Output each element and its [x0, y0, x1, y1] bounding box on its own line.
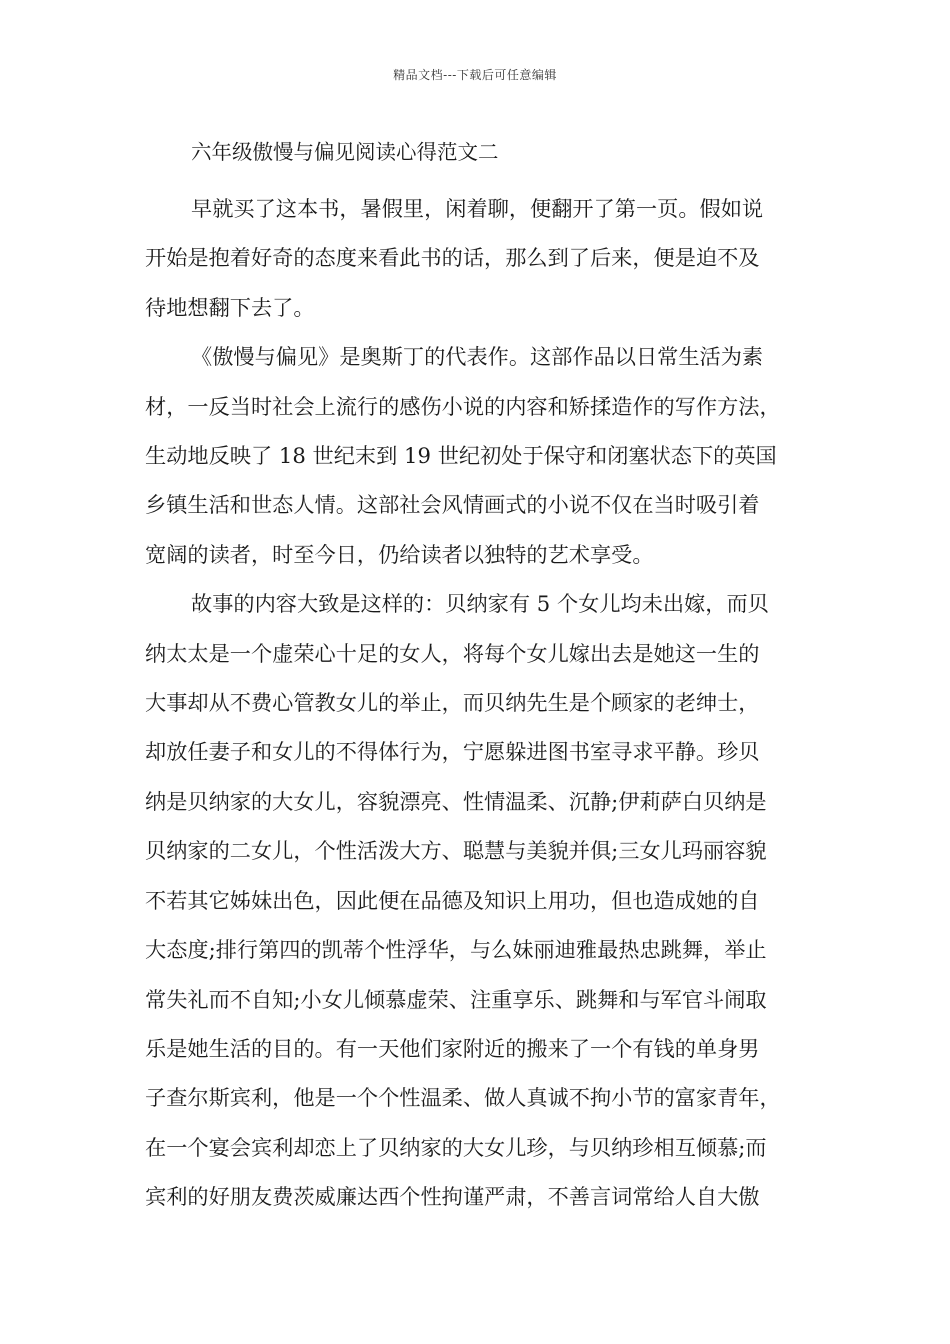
paragraph-line: 故事的内容大致是这样的：贝纳家有 5 个女儿均未出嫁，而贝 — [191, 591, 769, 617]
paragraph-line: 贝纳家的二女儿，个性活泼大方、聪慧与美貌并俱;三女儿玛丽容貌 — [145, 838, 767, 864]
paragraph-line: 乡镇生活和世态人情。这部社会风情画式的小说不仅在当时吸引着 — [145, 492, 760, 518]
paragraph-line: 常失礼而不自知;小女儿倾慕虚荣、注重享乐、跳舞和与军官斗闹取 — [145, 986, 767, 1012]
paragraph-line: 纳太太是一个虚荣心十足的女人，将每个女儿嫁出去是她这一生的 — [145, 640, 760, 666]
paragraph-line: 不若其它姊妹出色，因此便在品德及知识上用功，但也造成她的自 — [145, 887, 760, 913]
paragraph-line: 大事却从不费心管教女儿的举止，而贝纳先生是个顾家的老绅士， — [145, 690, 760, 716]
paragraph-line: 在一个宴会宾利却恋上了贝纳家的大女儿珍，与贝纳珍相互倾慕;而 — [145, 1134, 767, 1160]
paragraph-1 — [145, 184, 825, 332]
paragraph-line: 材，一反当时社会上流行的感伤小说的内容和矫揉造作的写作方法， — [145, 393, 781, 419]
paragraph-line: 《傲慢与偏见》是奥斯丁的代表作。这部作品以日常生活为素 — [191, 344, 764, 370]
document-title: 六年级傲慢与偏见阅读心得范文二 — [191, 140, 499, 164]
paragraph-line: 开始是抱着好奇的态度来看此书的话，那么到了后来，便是迫不及 — [145, 245, 760, 271]
paragraph-line: 子查尔斯宾利，他是一个个性温柔、做人真诚不拘小节的富家青年， — [145, 1085, 781, 1111]
paragraph-line: 宾利的好朋友费茨威廉达西个性拘谨严肃，不善言词常给人自大傲 — [145, 1184, 760, 1210]
paragraph-line: 早就买了这本书，暑假里，闲着聊，便翻开了第一页。假如说 — [191, 196, 764, 221]
page-header: 精品文档---下载后可任意编辑 — [393, 68, 557, 82]
document-body — [145, 134, 825, 1222]
paragraph-2 — [145, 332, 825, 579]
paragraph-line: 乐是她生活的目的。有一天他们家附近的搬来了一个有钱的单身男 — [145, 1035, 760, 1061]
paragraph-line: 却放任妻子和女儿的不得体行为，宁愿躲进图书室寻求平静。珍贝 — [145, 739, 760, 765]
paragraph-line: 生动地反映了 18 世纪末到 19 世纪初处于保守和闭塞状态下的英国 — [145, 443, 777, 469]
paragraph-3 — [145, 579, 825, 1221]
paragraph-line: 纳是贝纳家的大女儿，容貌漂亮、性情温柔、沉静;伊莉萨白贝纳是 — [145, 788, 767, 814]
paragraph-line: 大态度;排行第四的凯蒂个性浮华，与么妹丽迪雅最热忠跳舞，举止 — [145, 937, 767, 963]
paragraph-line: 宽阔的读者，时至今日，仍给读者以独特的艺术享受。 — [145, 541, 654, 567]
paragraph-line: 待地想翻下去了。 — [145, 294, 315, 320]
